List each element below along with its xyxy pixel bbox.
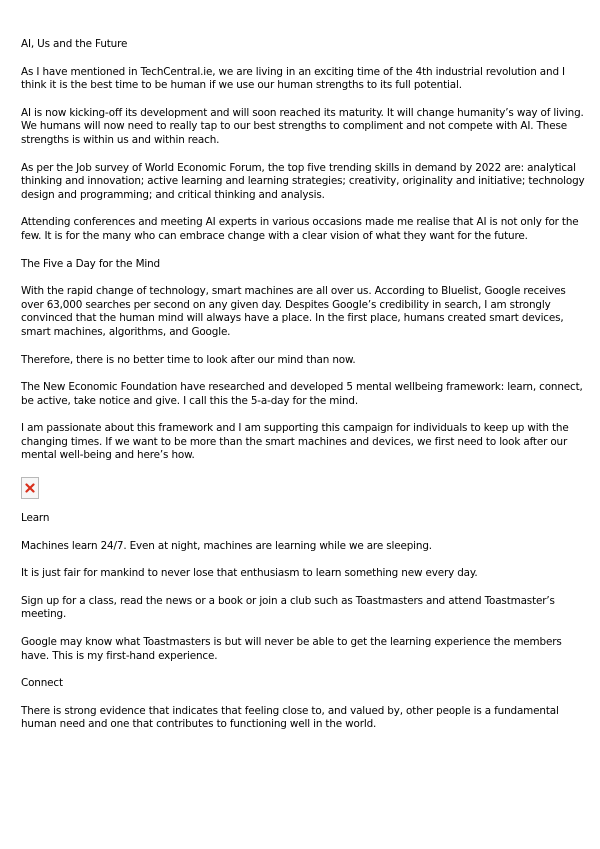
paragraph-7: The New Economic Foundation have researched and developed 5 mental wellbeing framework: learn, connect, be active, take notice and give. I call this the 5-a-day for the mind. — [21, 381, 583, 407]
paragraph-12: Google may know what Toastmasters is but will never be able to get the learning experience the members have. This is my first-hand experience. — [21, 636, 562, 662]
broken-image-icon — [21, 477, 39, 499]
paragraph-6: Therefore, there is no better time to look after our mind than now. — [21, 353, 356, 366]
section-heading-learn: Learn — [21, 512, 50, 525]
paragraph-2: AI is now kicking-off its development and will soon reached its maturity. It will change humanity’s way of living. We humans will now need to really tap to our best strengths to compliment and not compete with AI. These strengths is within us and within reach. — [21, 106, 584, 146]
paragraph-11: Sign up for a class, read the news or a book or join a club such as Toastmasters and attend Toastmaster’s meeting. — [21, 594, 555, 621]
paragraph-5: With the rapid change of technology, smart machines are all over us. According to Bluelist, Google receives over 63,000 searches per second on any given day. Despites Google’s credibility in search, I am strongly convinced that the human mind will always have a place. In the first place, humans created smart devices, smart machines, algorithms, and Google. — [21, 285, 566, 338]
section-heading-five-a-day: The Five a Day for the Mind — [21, 257, 160, 270]
paragraph-3: As per the Job survey of World Economic Forum, the top five trending skills in demand by 2022 are: analytical thinking and innovation; active learning and learning strategies; creativity, originality and initiative; technology design and programming; and critical thinking and analysis. — [21, 161, 585, 201]
article-title: AI, Us and the Future — [21, 38, 128, 50]
paragraph-1: As I have mentioned in TechCentral.ie, we are living in an exciting time of the 4th industrial revolution and I think it is the best time to be human if we use our human strengths to its full potential. — [21, 65, 565, 92]
paragraph-9: Machines learn 24/7. Even at night, machines are learning while we are sleeping. — [21, 539, 432, 552]
paragraph-13: There is strong evidence that indicates that feeling close to, and valued by, other people is a fundamental human need and one that contributes to functioning well in the world. — [21, 704, 559, 731]
paragraph-10: It is just fair for mankind to never lose that enthusiasm to learn something new every day. — [21, 567, 478, 580]
paragraph-8: I am passionate about this framework and I am supporting this campaign for individuals to keep up with the changing times. If we want to be more than the smart machines and devices, we first need to look after our mental well-being and here’s how. — [21, 422, 569, 462]
paragraph-4: Attending conferences and meeting AI experts in various occasions made me realise that AI is not only for the few. It is for the many who can embrace change with a clear vision of what they want for the future. — [21, 216, 579, 242]
section-heading-connect: Connect — [21, 677, 63, 690]
article-body — [21, 38, 589, 746]
